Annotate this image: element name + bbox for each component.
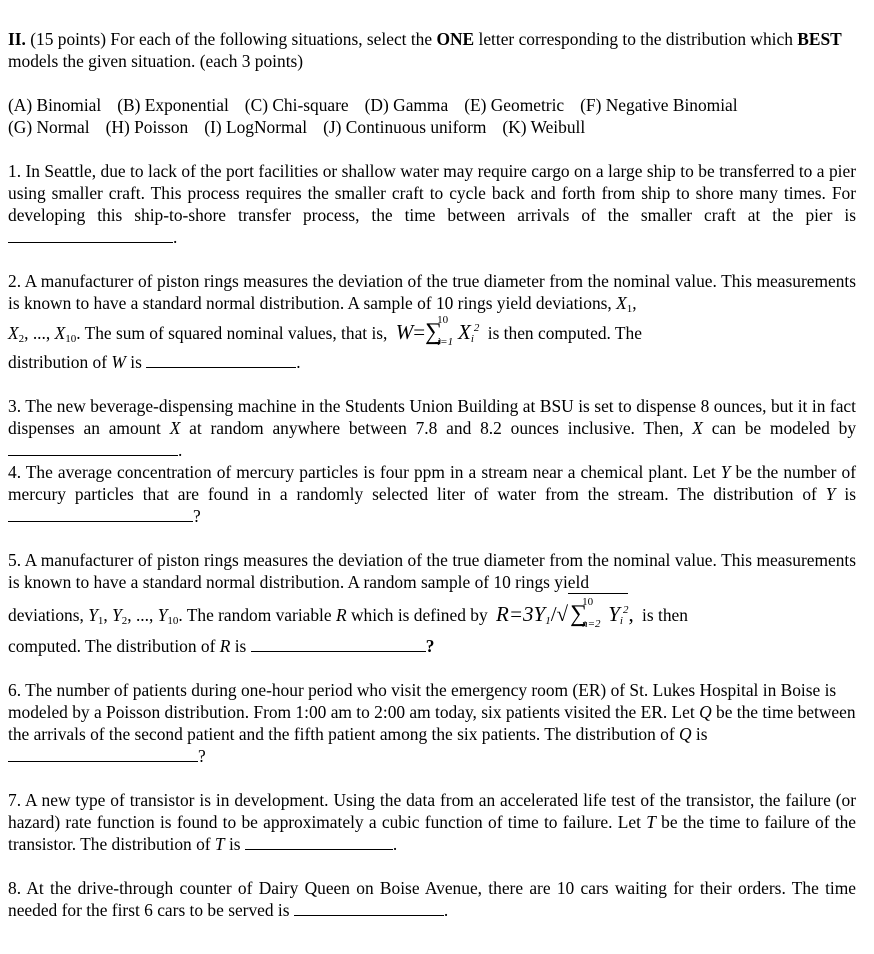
q2-end: .: [296, 352, 301, 372]
question-7: [8, 789, 856, 855]
q5-y1: Y: [88, 605, 98, 625]
sigma-icon-2: ∑ 10 n=2: [570, 594, 587, 634]
q6-q2: Q: [679, 724, 692, 744]
q5-text-c: . The random variable: [178, 605, 332, 625]
q2-x10: X: [54, 323, 66, 343]
q2-text-a: 2. A manufacturer of piston rings measures the deviation of the true diameter from the nominal value. This measurements is known to have a standard normal distribution. A sample of 10 rings yield deviations,: [8, 271, 856, 313]
q6-text2: be the time between the arrivals of the second patient and the fifth patient among the six patients. The distribution of: [8, 702, 856, 744]
option-k: (K) Weibull: [502, 117, 586, 137]
q5-comma: ,: [628, 602, 634, 626]
options-row-2: [8, 116, 856, 138]
sigma-icon: ∑ 10 i=1: [425, 314, 442, 350]
q3-x: X: [169, 418, 181, 438]
q1-answer-blank[interactable]: [8, 228, 173, 243]
q7-text2: be the time to failure of the transistor. The distribution of: [8, 812, 857, 854]
q2-sub2: 2: [18, 333, 25, 345]
question-1: [8, 160, 856, 248]
q7-t2: T: [214, 834, 225, 854]
option-h: (H) Poisson: [105, 117, 189, 137]
q2-text-d: distribution of: [8, 352, 108, 372]
header-points: (15 points) For each of the following situations, select the: [30, 29, 433, 49]
q5-answer-blank[interactable]: [251, 637, 426, 652]
q8-answer-blank[interactable]: [294, 901, 444, 916]
q5-sub-i: i: [619, 615, 623, 627]
q2-line-b: [8, 314, 856, 351]
q2-is: is: [130, 352, 142, 372]
q2-w: W: [395, 320, 414, 344]
q1-end: .: [173, 227, 178, 247]
q5-line-b: deviations, $Y_1$, $Y_2$, ..., $Y_{10}$. The random variable R which is defined by $R=3Y_1/√\sum$ 10 n=2 $Y_i^2$, is then: [8, 593, 856, 635]
q6-q: Q: [699, 702, 712, 722]
q5-formula-sub: 1: [545, 615, 551, 627]
q5-yi: Y: [608, 602, 620, 626]
q3-text2: at random anywhere between 7.8 and 8.2 ounces inclusive. Then,: [189, 418, 684, 438]
q5-sub2: 2: [121, 615, 128, 627]
q5-sqrt-body: [568, 593, 628, 634]
q3-answer-blank[interactable]: [8, 441, 178, 456]
q6-answer-blank[interactable]: [8, 747, 198, 762]
q2-sub-i: i: [470, 333, 474, 345]
q4-y2: Y: [825, 484, 836, 504]
q2-answer-blank[interactable]: [146, 353, 296, 368]
header-best: BEST: [797, 29, 842, 49]
q6-is: is: [695, 724, 708, 744]
q5-text-c2: which is defined by: [350, 605, 488, 625]
q5-sub10: 10: [167, 615, 179, 627]
q2-text-c: is then computed. The: [487, 323, 642, 343]
header-mid: letter corresponding to the distribution which: [478, 29, 793, 49]
q5-sup2: 2: [622, 604, 629, 616]
sqrt-icon: √: [556, 602, 569, 626]
q3-end: .: [178, 440, 183, 460]
option-c: (C) Chi-square: [244, 95, 349, 115]
q7-text: 7. A new type of transistor is in development. Using the data from an accelerated life test of the transistor, the failure (or hazard) rate function is found to be approximately a cubic function of time to failure. Let: [8, 790, 856, 832]
question-8: [8, 877, 856, 921]
q3-text: 3. The new beverage-dispensing machine in the Students Union Building at BSU is set to dispense 8 ounces, but it in fact dispenses an amount: [8, 396, 856, 438]
option-g: (G) Normal: [8, 117, 90, 137]
header-tail: models the given situation. (each 3 points): [8, 51, 304, 71]
q6-end: ?: [198, 746, 206, 766]
q7-is: is: [228, 834, 241, 854]
option-d: (D) Gamma: [364, 95, 449, 115]
options-row-1: [8, 94, 856, 116]
q2-sum-bot: i=1: [437, 336, 454, 348]
q5-dots: , ...,: [127, 605, 154, 625]
exam-page: [8, 28, 856, 921]
q5-text: 5. A manufacturer of piston rings measures the deviation of the true diameter from the nominal value. This measurements is known to have a standard normal distribution. A random sample of 10 rings yield: [8, 550, 856, 592]
q5-r: R: [335, 605, 347, 625]
option-e: (E) Geometric: [464, 95, 565, 115]
q5-formula: [496, 593, 634, 634]
q2-line-a: 2. A manufacturer of piston rings measures the deviation of the true diameter from the nominal value. This measurements is known to have a standard normal distribution. A sample of 10 rings yield deviations, $X_1$,: [8, 271, 856, 315]
section-header: [8, 28, 856, 72]
q7-t: T: [646, 812, 656, 832]
q2-x2: X: [8, 323, 19, 343]
q5-sum-bot: n=2: [582, 618, 601, 630]
q5-slash: /: [550, 602, 557, 626]
q5-end: ?: [425, 636, 435, 656]
q4-text2: be the number of mercury particles that are found in a randomly selected liter of water from the stream. The distribution of: [8, 462, 856, 504]
q2-eq: =: [413, 320, 426, 344]
q5-text-b: deviations,: [8, 605, 84, 625]
q2-sub1: 1: [626, 303, 633, 315]
option-f: (F) Negative Binomial: [580, 95, 738, 115]
q5-sum-top: 10: [582, 596, 594, 608]
q5-formula-lhs: R=3Y: [496, 602, 546, 626]
q4-answer-blank[interactable]: [8, 507, 193, 522]
option-i: (I) LogNormal: [204, 117, 308, 137]
q2-text-b: . The sum of squared nominal values, that is,: [76, 323, 388, 343]
q5-y2: Y: [112, 605, 122, 625]
question-3: [8, 395, 856, 461]
q5-is: is: [234, 636, 247, 656]
question-6: [8, 679, 856, 767]
option-a: (A) Binomial: [8, 95, 102, 115]
q2-sub10: 10: [65, 333, 77, 345]
question-5: [8, 549, 856, 657]
q2-line-c: [8, 351, 856, 373]
q7-end: .: [392, 834, 398, 854]
section-number: II.: [8, 29, 26, 49]
q4-is: is: [844, 484, 856, 504]
q2-x1: X: [616, 293, 627, 313]
q2-sum-top: 10: [437, 314, 449, 326]
q5-line-a: [8, 549, 856, 593]
q5-text-d: computed. The distribution of: [8, 636, 216, 656]
q2-formula: [396, 314, 480, 350]
q3-text3: can be modeled by: [711, 418, 857, 438]
q5-y10: Y: [157, 605, 168, 625]
q7-answer-blank[interactable]: [245, 835, 393, 850]
q8-end: .: [443, 900, 449, 920]
q2-sup2: 2: [473, 322, 480, 334]
question-2: [8, 270, 856, 373]
q4-end: ?: [193, 506, 201, 526]
question-4: [8, 461, 856, 527]
option-j: (J) Continuous uniform: [323, 117, 487, 137]
q5-tail: is then: [642, 605, 688, 625]
q5-line-c: [8, 635, 856, 657]
q5-sub1: 1: [97, 615, 104, 627]
option-b: (B) Exponential: [117, 95, 229, 115]
q1-text: 1. In Seattle, due to lack of the port facilities or shallow water may require cargo on a large ship to be transferred to a pier using smaller craft. This process requires the smaller craft to cycle back and forth from ship to shore many times. For developing this ship-to-shore transfer process, the time between arrivals of the smaller craft at the pier is: [8, 161, 856, 225]
q2-xi: X: [457, 320, 471, 344]
q2-w2: W: [111, 352, 126, 372]
q8-text: 8. At the drive-through counter of Dairy Queen on Boise Avenue, there are 10 cars waiting for their orders. The time needed for the first 6 cars to be served is: [8, 878, 856, 920]
q3-x2: X: [692, 418, 703, 438]
q4-text: 4. The average concentration of mercury particles is four ppm in a stream near a chemical plant. Let: [8, 462, 716, 482]
header-one: ONE: [436, 29, 475, 49]
q5-r2: R: [219, 636, 231, 656]
q4-y: Y: [720, 462, 731, 482]
q2-dots: , ...,: [24, 323, 51, 343]
q6-text: 6. The number of patients during one-hour period who visit the emergency room (ER) of St. Lukes Hospital in Boise is modeled by a Poisson distribution. From 1:00 am to 2:00 am today, six patients visited the ER. Let: [8, 680, 837, 722]
